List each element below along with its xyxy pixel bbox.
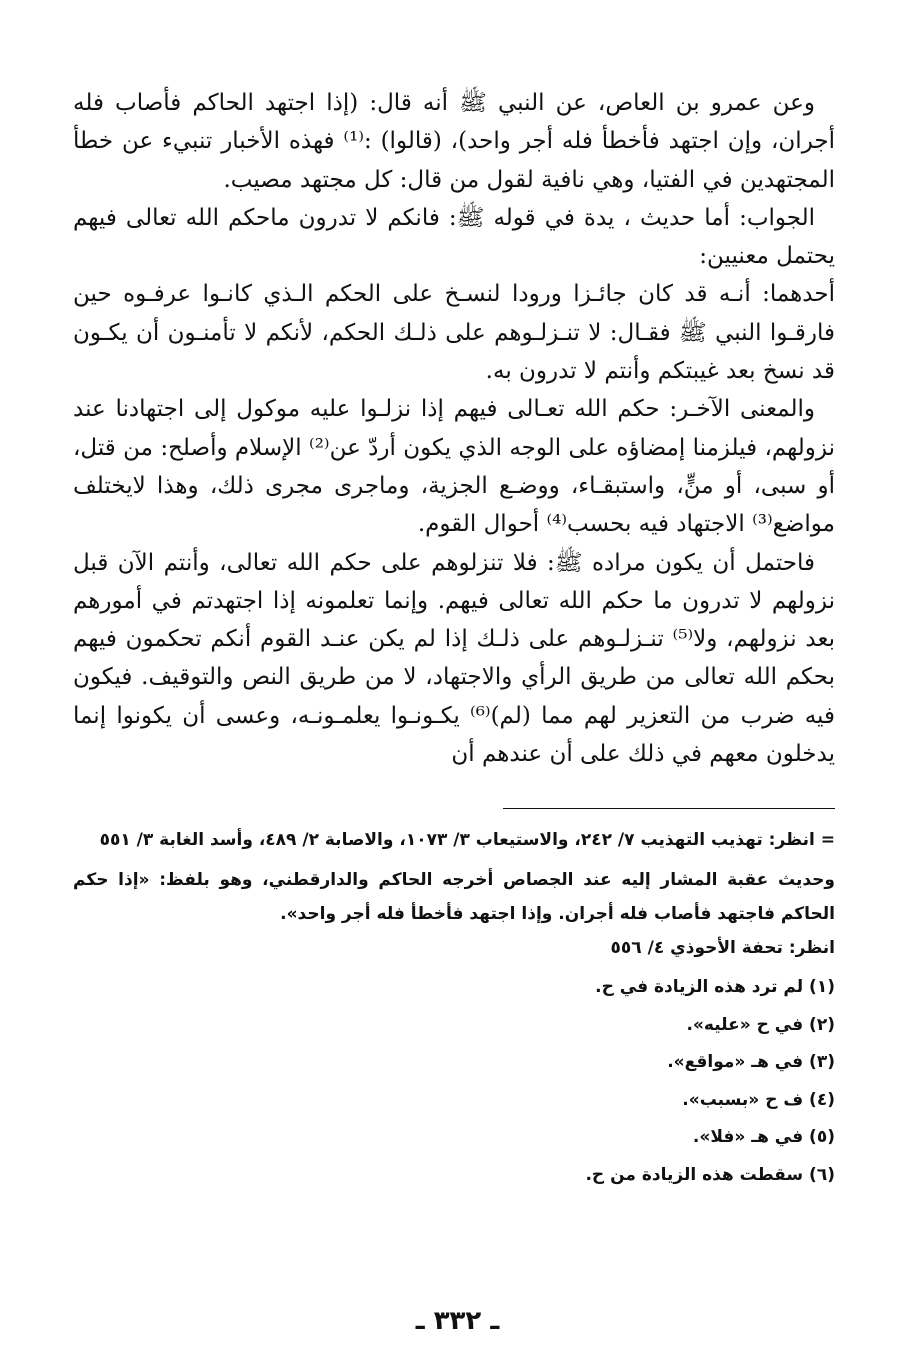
page-number: ـ ٣٣٢ ـ xyxy=(415,1306,500,1336)
body-paragraph: الجواب: أما حديث ، يدة في قوله ﷺ: فانكم لا تدرون ماحكم الله تعالى فيهم يحتمل معنيين: xyxy=(73,204,835,270)
footnote-continuation: = انظر: تهذيب التهذيب ٧/ ٢٤٢، والاستيعاب ٣/ ١٠٧٣، والاصابة ٢/ ٤٨٩، وأسد الغابة ٣/ ٥٥١ xyxy=(99,830,835,850)
footnote-5: (٥) في هـ «فلا». xyxy=(692,1127,835,1147)
main-text xyxy=(73,84,835,773)
footnote-6: (٦) سقطت هذه الزيادة من ح. xyxy=(585,1164,835,1185)
footnote-4: (٤) ف ح «بسبب». xyxy=(682,1089,835,1110)
footnote-2: (٢) في ح «عليه». xyxy=(686,1014,835,1035)
footnote-reference: انظر: تحفة الأحوذي ٤/ ٥٥٦ xyxy=(610,938,835,958)
footnote-hadith-note: وحديث عقبة المشار إليه عند الجصاص أخرجه الحاكم والدارقطني، وهو بلفظ: «إذا حكم الحاكم فاجتهد فأصاب فله أجران. وإذا اجتهد فأخطأ فله أجر واحد». xyxy=(73,870,835,924)
body-paragraph: أحدهما: أنـه قد كان جائـزا ورودا لنسـخ على الحكم الـذي كانـوا عرفـوه حين فارقـوا النبي ﷺ فقـال: لا تنـزلـوهم على ذلـك الحكم، لأنكم لا تأمنـون أن يكـون قد نسخ بعد غيبتكم وأنتم لا تدرون به. xyxy=(73,281,835,385)
footnote-separator xyxy=(503,808,835,809)
footnotes xyxy=(73,823,835,1194)
footnote-1: (١) لم ترد هذه الزيادة في ح. xyxy=(595,977,835,997)
body-paragraph: فاحتمل أن يكون مراده ﷺ: فلا تنزلوهم على حكم الله تعالى، وأنتم الآن قبل نزولهم لا تدرون ما حكم الله تعالى فيهم. وإنما تعلمونه إذا اجتهدتم في أمورهم بعد نزولهم، ولا⁽⁵⁾ تنـزلـوهم على ذلـك إذا لم يكن عنـد القوم أنكم تحكمون فيهم بحكم الله تعالى من طريق الرأي والاجتهاد، لا من طريق النص والتوقيف. فيكون فيه ضرب من التعزير لهم مما (لم)⁽⁶⁾ يكـونـوا يعلمـونـه، وعسى أن يكونوا إنما يدخلون معهم في ذلك على أن عندهم أن xyxy=(73,549,835,768)
body-paragraph: وعن عمرو بن العاص، عن النبي ﷺ أنه قال: (إذا اجتهد الحاكم فأصاب فله أجران، وإن اجتهد فأخطأ فله أجر واحد)، (قالوا) :⁽¹⁾ فهذه الأخبار تنبيء عن خطأ المجتهدين في الفتيا، وهي نافية لقول من قال: كل مجتهد مصيب. xyxy=(73,90,835,193)
footnote-3: (٣) في هـ «مواقع». xyxy=(667,1052,835,1072)
body-paragraph: والمعنى الآخـر: حكم الله تعـالى فيهم إذا نزلـوا عليه موكول إلى اجتهادنا عند نزولهم، فيلزمنا إمضاؤه على الوجه الذي يكون أردّ عن⁽²⁾ الإسلام وأصلح: من قتل، أو سبى، أو منٍّ، واستبقـاء، ووضـع الجزية، وماجرى مجرى ذلك، وهذا لايختلف مواضع⁽³⁾ الاجتهاد فيه بحسب⁽⁴⁾ أحوال القوم. xyxy=(73,396,835,538)
